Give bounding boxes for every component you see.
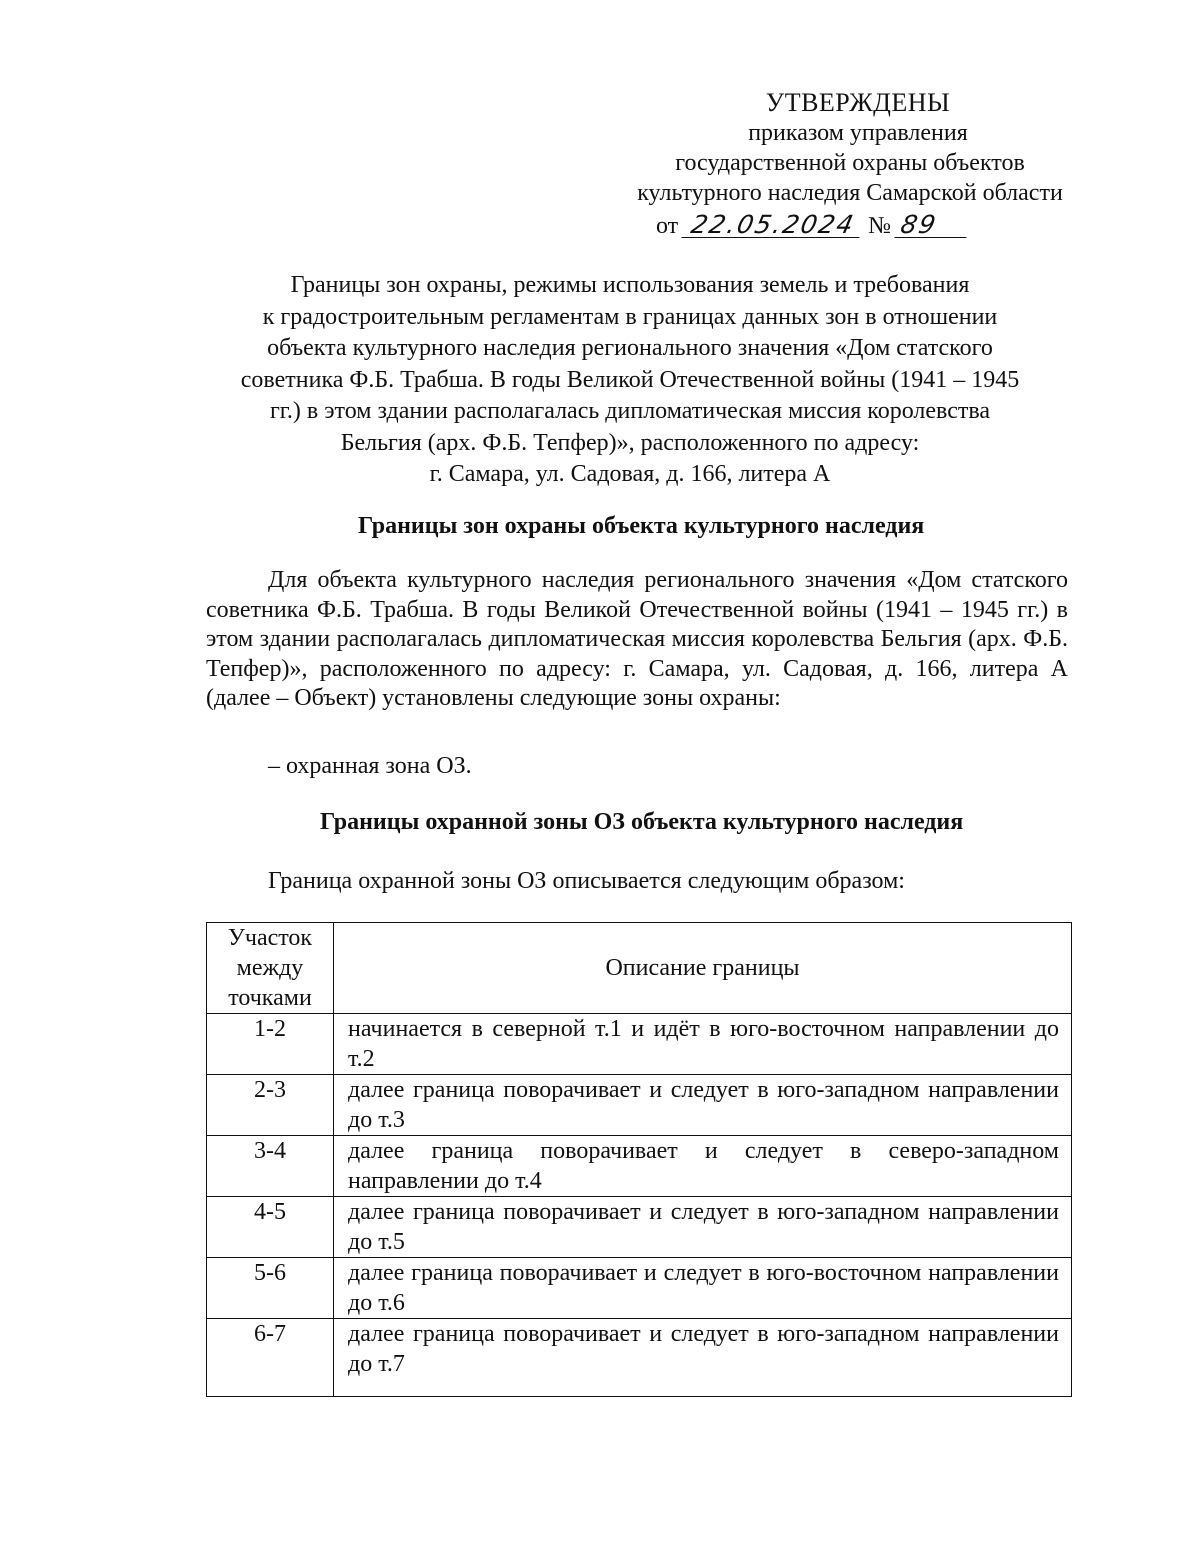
header-description: Описание границы: [334, 923, 1072, 1014]
description-cell: далее граница поворачивает и следует в юго-западном направлении до т.7: [334, 1319, 1072, 1397]
table-row: [207, 1258, 1072, 1319]
document-title-line: Бельгия (арх. Ф.Б. Тепфер)», расположенного по адресу:: [340, 429, 920, 456]
zones-paragraph: Для объекта культурного наследия регионального значения «Дом статского советника Ф.Б. Трабша. В годы Великой Отечественной войны (1941 – 1945 гг.) в этом здании располагалась дипломатическая миссия королевства Бельгия (арх. Ф.Б. Тепфер)», расположенного по адресу: г. Самара, ул. Садовая, д. 166, литера А (далее – Объект) установлены следующие зоны охраны:: [206, 567, 1068, 711]
segment-cell: 3-4: [207, 1136, 334, 1197]
table-row: [207, 1014, 1072, 1075]
boundary-table: [206, 922, 1072, 1397]
approval-title: УТВЕРЖДЕНЫ: [765, 88, 951, 117]
segment-cell: 4-5: [207, 1197, 334, 1258]
approval-line-2: государственной охраны объектов: [675, 150, 1025, 176]
document-title-line: Границы зон охраны, режимы использования земель и требования: [290, 272, 970, 298]
document-title-line: к градостроительным регламентам в границах данных зон в отношении: [262, 303, 998, 330]
approval-date-line: [656, 211, 969, 241]
zone-bullet: – охранная зона ОЗ.: [268, 753, 472, 779]
approval-line-3: культурного наследия Самарской области: [637, 180, 1063, 206]
handwritten-number: 89: [894, 213, 971, 238]
document-title-line: гг.) в этом здании располагалась дипломатическая миссия королевства: [269, 398, 991, 424]
description-cell: далее граница поворачивает и следует в юго-восточном направлении до т.6: [334, 1258, 1072, 1319]
approval-block: [560, 88, 1100, 208]
description-cell: далее граница поворачивает и следует в юго-западном направлении до т.5: [334, 1197, 1072, 1258]
section-heading-zones: Границы зон охраны объекта культурного наследия: [358, 513, 925, 539]
handwritten-date: 22.05.2024: [682, 213, 865, 238]
header-segment-line: точками: [228, 985, 312, 1011]
approval-line-1: приказом управления: [748, 120, 968, 146]
description-cell: далее граница поворачивает и следует в юго-западном направлении до т.3: [334, 1075, 1072, 1136]
document-title-line: г. Самара, ул. Садовая, д. 166, литера А: [429, 461, 831, 487]
segment-cell: 2-3: [207, 1075, 334, 1136]
table-header-row: [207, 923, 1072, 1014]
header-segment-line: Участок: [227, 925, 313, 951]
oz-intro: Граница охранной зоны ОЗ описывается следующим образом:: [268, 868, 905, 894]
number-prefix: №: [868, 213, 892, 239]
description-cell: далее граница поворачивает и следует в северо-западном направлении до т.4: [334, 1136, 1072, 1197]
table-row: [207, 1136, 1072, 1197]
description-cell: начинается в северной т.1 и идёт в юго-восточном направлении до т.2: [334, 1014, 1072, 1075]
segment-cell: 5-6: [207, 1258, 334, 1319]
date-prefix: от: [656, 213, 679, 239]
header-segment-line: между: [236, 955, 304, 981]
segment-cell: 1-2: [207, 1014, 334, 1075]
document-title-line: советника Ф.Б. Трабша. В годы Великой Отечественной войны (1941 – 1945: [240, 366, 1020, 393]
table-row: [207, 1319, 1072, 1397]
table-row: [207, 1197, 1072, 1258]
section-heading-oz: Границы охранной зоны ОЗ объекта культурного наследия: [320, 809, 964, 835]
header-segment: [207, 923, 334, 1014]
document-title-line: объекта культурного наследия регионального значения «Дом статского: [267, 335, 993, 361]
document-title: [190, 270, 1070, 491]
segment-cell: 6-7: [207, 1319, 334, 1397]
table-row: [207, 1075, 1072, 1136]
